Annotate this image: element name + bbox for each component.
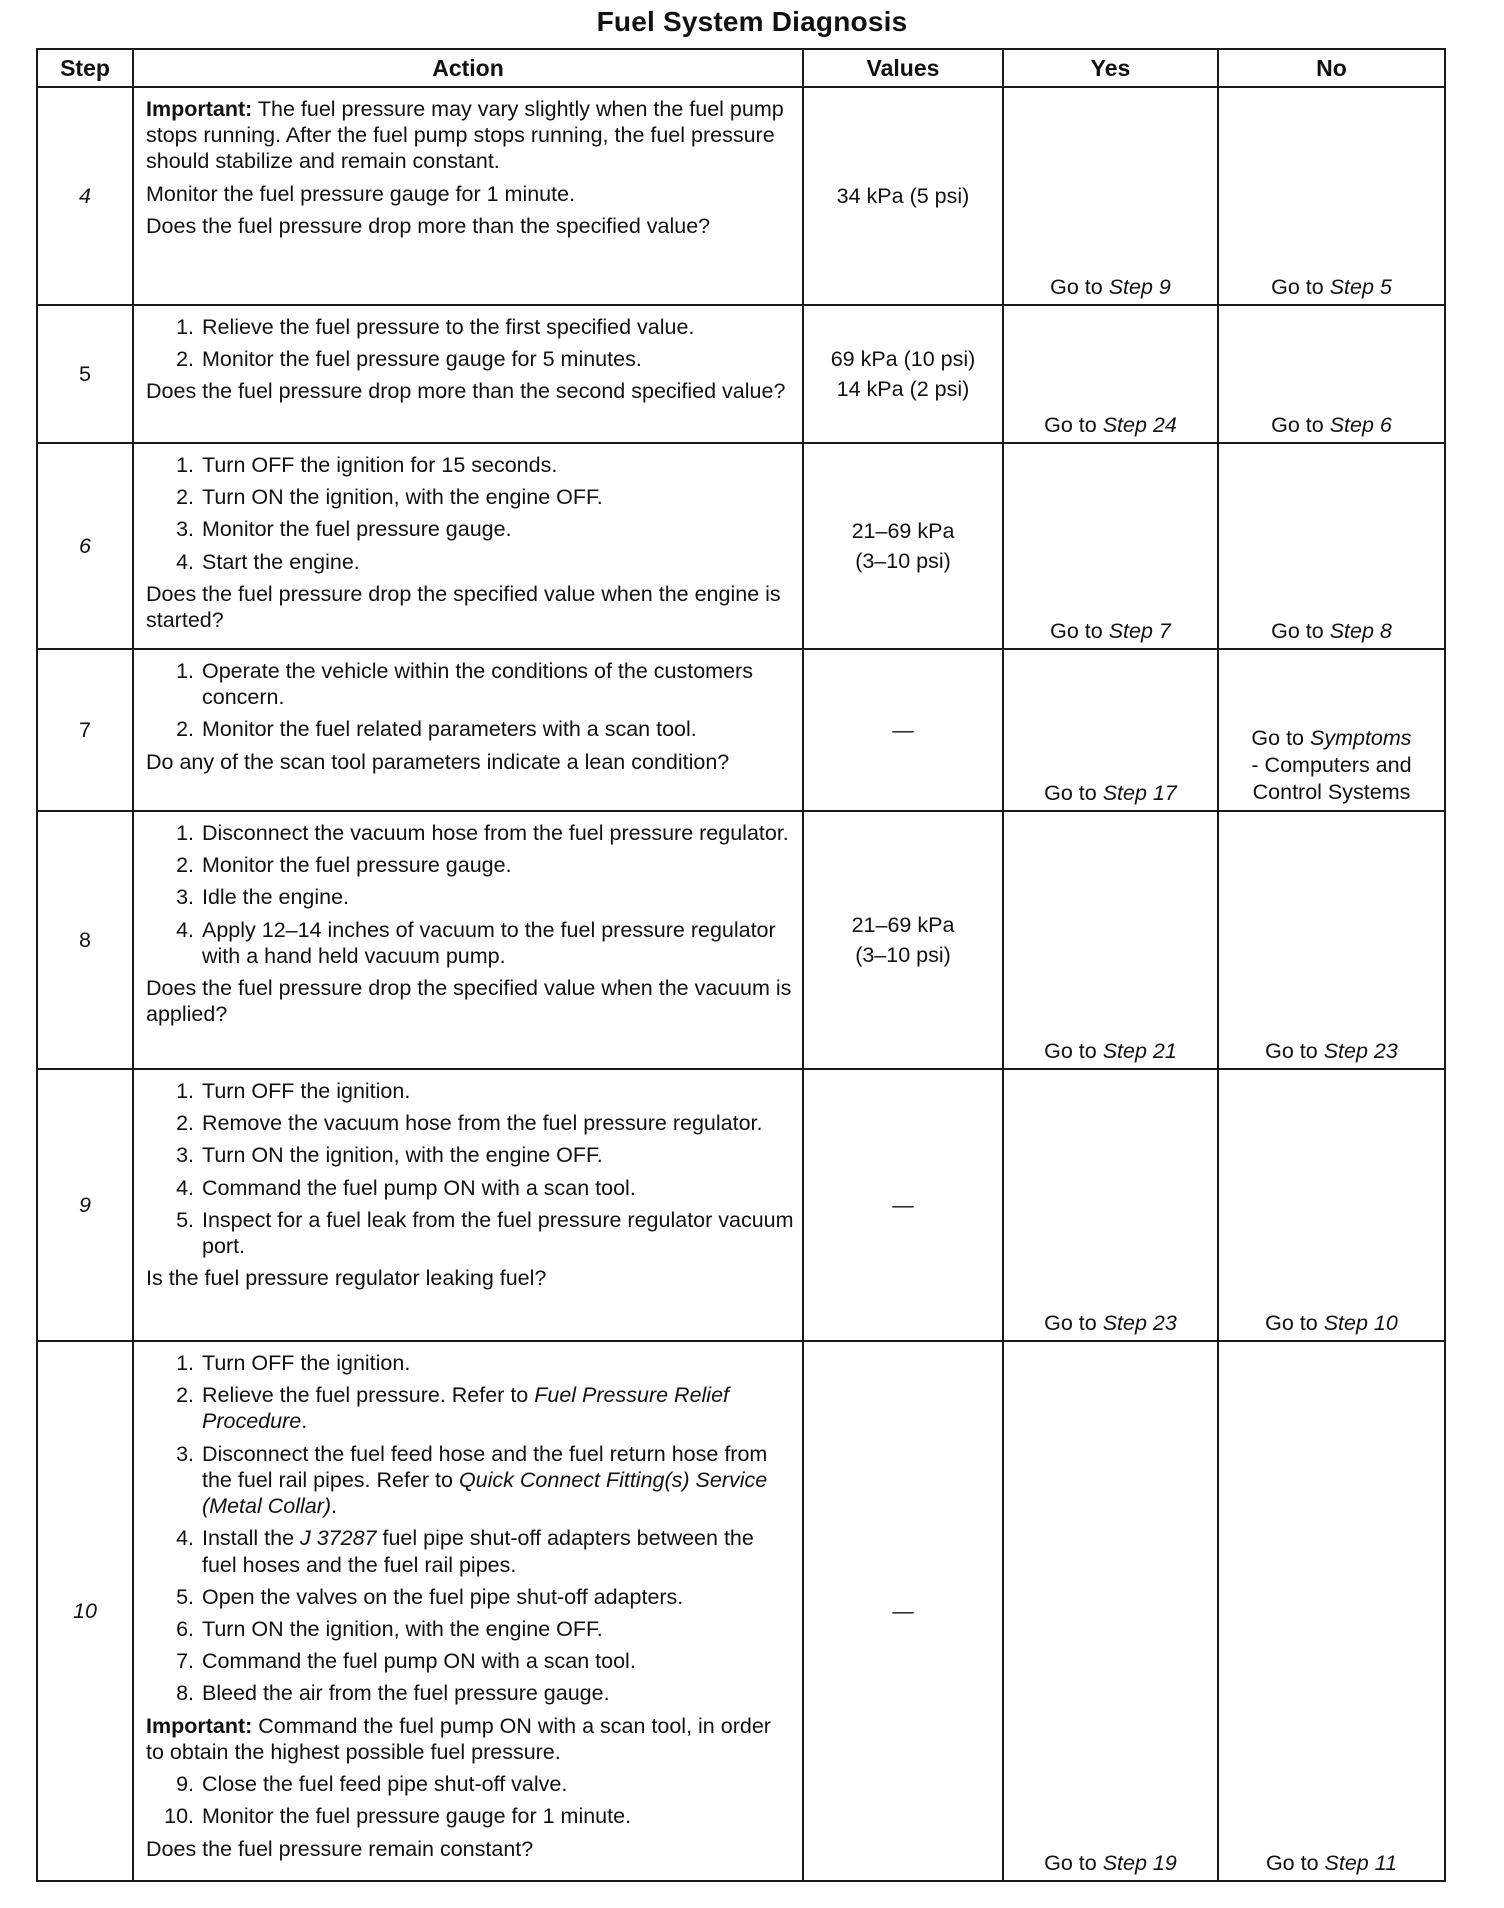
diagnosis-table <box>36 48 1446 1882</box>
values-cell <box>803 811 1003 1069</box>
goto-prefix: Go to <box>1044 1310 1097 1335</box>
step-number: 5 <box>37 305 133 443</box>
action-question: Does the fuel pressure drop more than the specified value? <box>146 213 711 238</box>
yes-cell <box>1003 443 1218 649</box>
goto-prefix: Go to <box>1271 274 1324 299</box>
goto-prefix: Go to <box>1265 1038 1318 1063</box>
action-question: Does the fuel pressure remain constant? <box>146 1836 534 1861</box>
goto-step-link[interactable]: Step 21 <box>1102 1038 1177 1063</box>
goto-prefix: Go to <box>1271 618 1324 643</box>
yes-cell <box>1003 811 1218 1069</box>
list-item: 1. Disconnect the vacuum hose from the fuel pressure regulator. <box>176 821 789 845</box>
yes-cell <box>1003 649 1218 811</box>
reference-link[interactable]: Quick Connect Fitting(s) Service (Metal Collar) <box>202 1467 768 1519</box>
action-question: Does the fuel pressure drop the specified value when the engine is started? <box>146 581 781 633</box>
values-cell <box>803 87 1003 305</box>
value-line: 69 kPa (10 psi) <box>830 347 976 372</box>
table-header-row <box>37 49 1445 87</box>
list-item: 1. Turn OFF the ignition. <box>176 1079 411 1103</box>
list-item: 1. Relieve the fuel pressure to the first specified value. <box>176 315 695 339</box>
action-list <box>146 314 794 372</box>
action-list <box>146 1771 794 1829</box>
goto-prefix: Go to <box>1044 1038 1097 1063</box>
goto-symptoms-link[interactable]: Symptoms <box>1310 726 1412 751</box>
action-cell <box>133 1069 803 1341</box>
action-cell <box>133 443 803 649</box>
important-label: Important: <box>146 1713 253 1738</box>
goto-section-text: - Computers and Control Systems <box>1251 753 1412 805</box>
value-dash: — <box>892 717 914 742</box>
list-item: 1. Turn OFF the ignition. <box>176 1351 411 1375</box>
value-dash: — <box>892 1598 914 1623</box>
values-cell <box>803 1069 1003 1341</box>
action-cell <box>133 811 803 1069</box>
step-number: 9 <box>37 1069 133 1341</box>
goto-prefix: Go to <box>1050 618 1103 643</box>
list-item: 4. Start the engine. <box>176 549 360 574</box>
goto-step-link[interactable]: Step 24 <box>1102 412 1177 437</box>
step-number: 4 <box>37 87 133 305</box>
values-cell <box>803 443 1003 649</box>
no-cell <box>1218 811 1445 1069</box>
goto-prefix: Go to <box>1044 1850 1097 1875</box>
goto-prefix: Go to <box>1050 274 1103 299</box>
action-cell <box>133 87 803 305</box>
no-cell <box>1218 1069 1445 1341</box>
goto-step-link[interactable]: Step 17 <box>1102 780 1177 805</box>
action-question: Do any of the scan tool parameters indicate a lean condition? <box>146 749 730 774</box>
goto-step-link[interactable]: Step 11 <box>1324 1850 1398 1875</box>
important-text: The fuel pressure may vary slightly when the fuel pump stops running. After the fuel pump stops running, the fuel pressure should stabilize and remain constant. <box>146 97 784 174</box>
no-cell <box>1218 305 1445 443</box>
goto-step-link[interactable]: Step 19 <box>1102 1850 1177 1875</box>
table-row <box>37 443 1445 649</box>
important-note <box>146 1713 794 1765</box>
list-item: 6. Turn ON the ignition, with the engine OFF. <box>176 1616 603 1641</box>
list-item: 2. Monitor the fuel pressure gauge. <box>176 853 512 878</box>
table-row <box>37 1341 1445 1881</box>
header-values: Values <box>803 49 1003 87</box>
values-cell <box>803 305 1003 443</box>
reference-link[interactable]: Fuel Pressure Relief Procedure <box>202 1383 730 1434</box>
table-row <box>37 87 1445 305</box>
value-line: (3–10 psi) <box>855 548 951 573</box>
table-row <box>37 305 1445 443</box>
important-label: Important: <box>146 97 253 121</box>
list-item: 3. Monitor the fuel pressure gauge. <box>176 517 512 542</box>
goto-prefix: Go to <box>1271 412 1324 437</box>
goto-step-link[interactable]: Step 23 <box>1323 1038 1398 1063</box>
table-row <box>37 649 1445 811</box>
action-question: Is the fuel pressure regulator leaking fuel? <box>146 1266 547 1291</box>
action-list <box>146 820 794 969</box>
value-line: 21–69 kPa <box>851 519 955 544</box>
action-list <box>146 1350 794 1707</box>
header-no: No <box>1218 49 1445 87</box>
step-number: 7 <box>37 649 133 811</box>
list-item: 3. Disconnect the fuel feed hose and the fuel return hose from the fuel rail pipes. Refer to Quick Connect Fitting(s) Service (Metal Collar). <box>176 1441 768 1519</box>
action-list <box>146 452 794 575</box>
action-list <box>146 658 794 743</box>
yes-cell <box>1003 305 1218 443</box>
list-item: 10. Monitor the fuel pressure gauge for 1 minute. <box>164 1804 632 1829</box>
list-item: 4. Command the fuel pump ON with a scan tool. <box>176 1175 636 1200</box>
goto-prefix: Go to <box>1044 780 1097 805</box>
action-cell <box>133 649 803 811</box>
goto-prefix: Go to <box>1251 726 1305 751</box>
list-item: 1. Turn OFF the ignition for 15 seconds. <box>176 453 558 477</box>
yes-cell <box>1003 87 1218 305</box>
list-item: 3. Turn ON the ignition, with the engine OFF. <box>176 1143 603 1168</box>
value-line: (3–10 psi) <box>855 942 951 967</box>
goto-step-link[interactable]: Step 5 <box>1329 274 1392 299</box>
no-cell <box>1218 87 1445 305</box>
important-text: Command the fuel pump ON with a scan tool, in order to obtain the highest possible fuel pressure. <box>146 1713 771 1764</box>
action-cell <box>133 1341 803 1881</box>
values-cell <box>803 649 1003 811</box>
goto-prefix: Go to <box>1265 1850 1319 1875</box>
list-item: 4. Apply 12–14 inches of vacuum to the fuel pressure regulator with a hand held vacuum pump. <box>176 917 776 968</box>
list-item: 4. Install the J 37287 fuel pipe shut-off adapters between the fuel hoses and the fuel rail pipes. <box>176 1526 754 1577</box>
goto-step-link[interactable]: Step 7 <box>1108 618 1171 643</box>
list-item: 2. Remove the vacuum hose from the fuel pressure regulator. <box>176 1111 763 1136</box>
yes-cell <box>1003 1069 1218 1341</box>
list-item: 2. Monitor the fuel related parameters with a scan tool. <box>176 717 697 742</box>
value-line: 21–69 kPa <box>851 913 955 938</box>
list-item: 3. Idle the engine. <box>176 885 350 910</box>
list-item: 9. Close the fuel feed pipe shut-off valve. <box>176 1772 568 1797</box>
header-yes: Yes <box>1003 49 1218 87</box>
goto-step-link[interactable]: Step 23 <box>1102 1310 1177 1335</box>
step-number: 8 <box>37 811 133 1069</box>
values-cell <box>803 1341 1003 1881</box>
header-action: Action <box>133 49 803 87</box>
value-line: 14 kPa (2 psi) <box>836 376 970 401</box>
list-item: 8. Bleed the air from the fuel pressure gauge. <box>176 1681 610 1706</box>
page-title: Fuel System Diagnosis <box>596 6 908 37</box>
header-step: Step <box>37 49 133 87</box>
list-item: 2. Monitor the fuel pressure gauge for 5 minutes. <box>176 347 642 372</box>
list-item: 1. Operate the vehicle within the conditions of the customers concern. <box>176 659 753 710</box>
list-item: 7. Command the fuel pump ON with a scan tool. <box>176 1649 636 1674</box>
list-item: 2. Relieve the fuel pressure. Refer to Fuel Pressure Relief Procedure. <box>176 1383 730 1434</box>
goto-step-link[interactable]: Step 10 <box>1323 1310 1398 1335</box>
no-cell <box>1218 649 1445 811</box>
table-row <box>37 811 1445 1069</box>
action-paragraph: Monitor the fuel pressure gauge for 1 minute. <box>146 181 576 206</box>
action-list <box>146 1078 794 1259</box>
tool-reference: J 37287 <box>300 1526 377 1551</box>
important-note <box>146 96 794 175</box>
step-number: 10 <box>37 1341 133 1881</box>
goto-prefix: Go to <box>1265 1310 1318 1335</box>
list-item: 2. Turn ON the ignition, with the engine OFF. <box>176 485 603 510</box>
list-item: 5. Inspect for a fuel leak from the fuel pressure regulator vacuum port. <box>176 1207 794 1259</box>
yes-cell <box>1003 1341 1218 1881</box>
list-item: 5. Open the valves on the fuel pipe shut-off adapters. <box>176 1584 684 1609</box>
table-row <box>37 1069 1445 1341</box>
goto-prefix: Go to <box>1044 412 1097 437</box>
action-cell <box>133 305 803 443</box>
step-number: 6 <box>37 443 133 649</box>
action-question: Does the fuel pressure drop the specified value when the vacuum is applied? <box>146 976 792 1027</box>
goto-step-link[interactable]: Step 8 <box>1329 618 1392 643</box>
goto-step-link[interactable]: Step 9 <box>1108 274 1171 299</box>
value-dash: — <box>892 1192 914 1217</box>
no-cell <box>1218 1341 1445 1881</box>
no-cell <box>1218 443 1445 649</box>
value-line: 34 kPa (5 psi) <box>836 183 970 208</box>
goto-step-link[interactable]: Step 6 <box>1329 412 1392 437</box>
action-question: Does the fuel pressure drop more than the second specified value? <box>146 379 786 404</box>
